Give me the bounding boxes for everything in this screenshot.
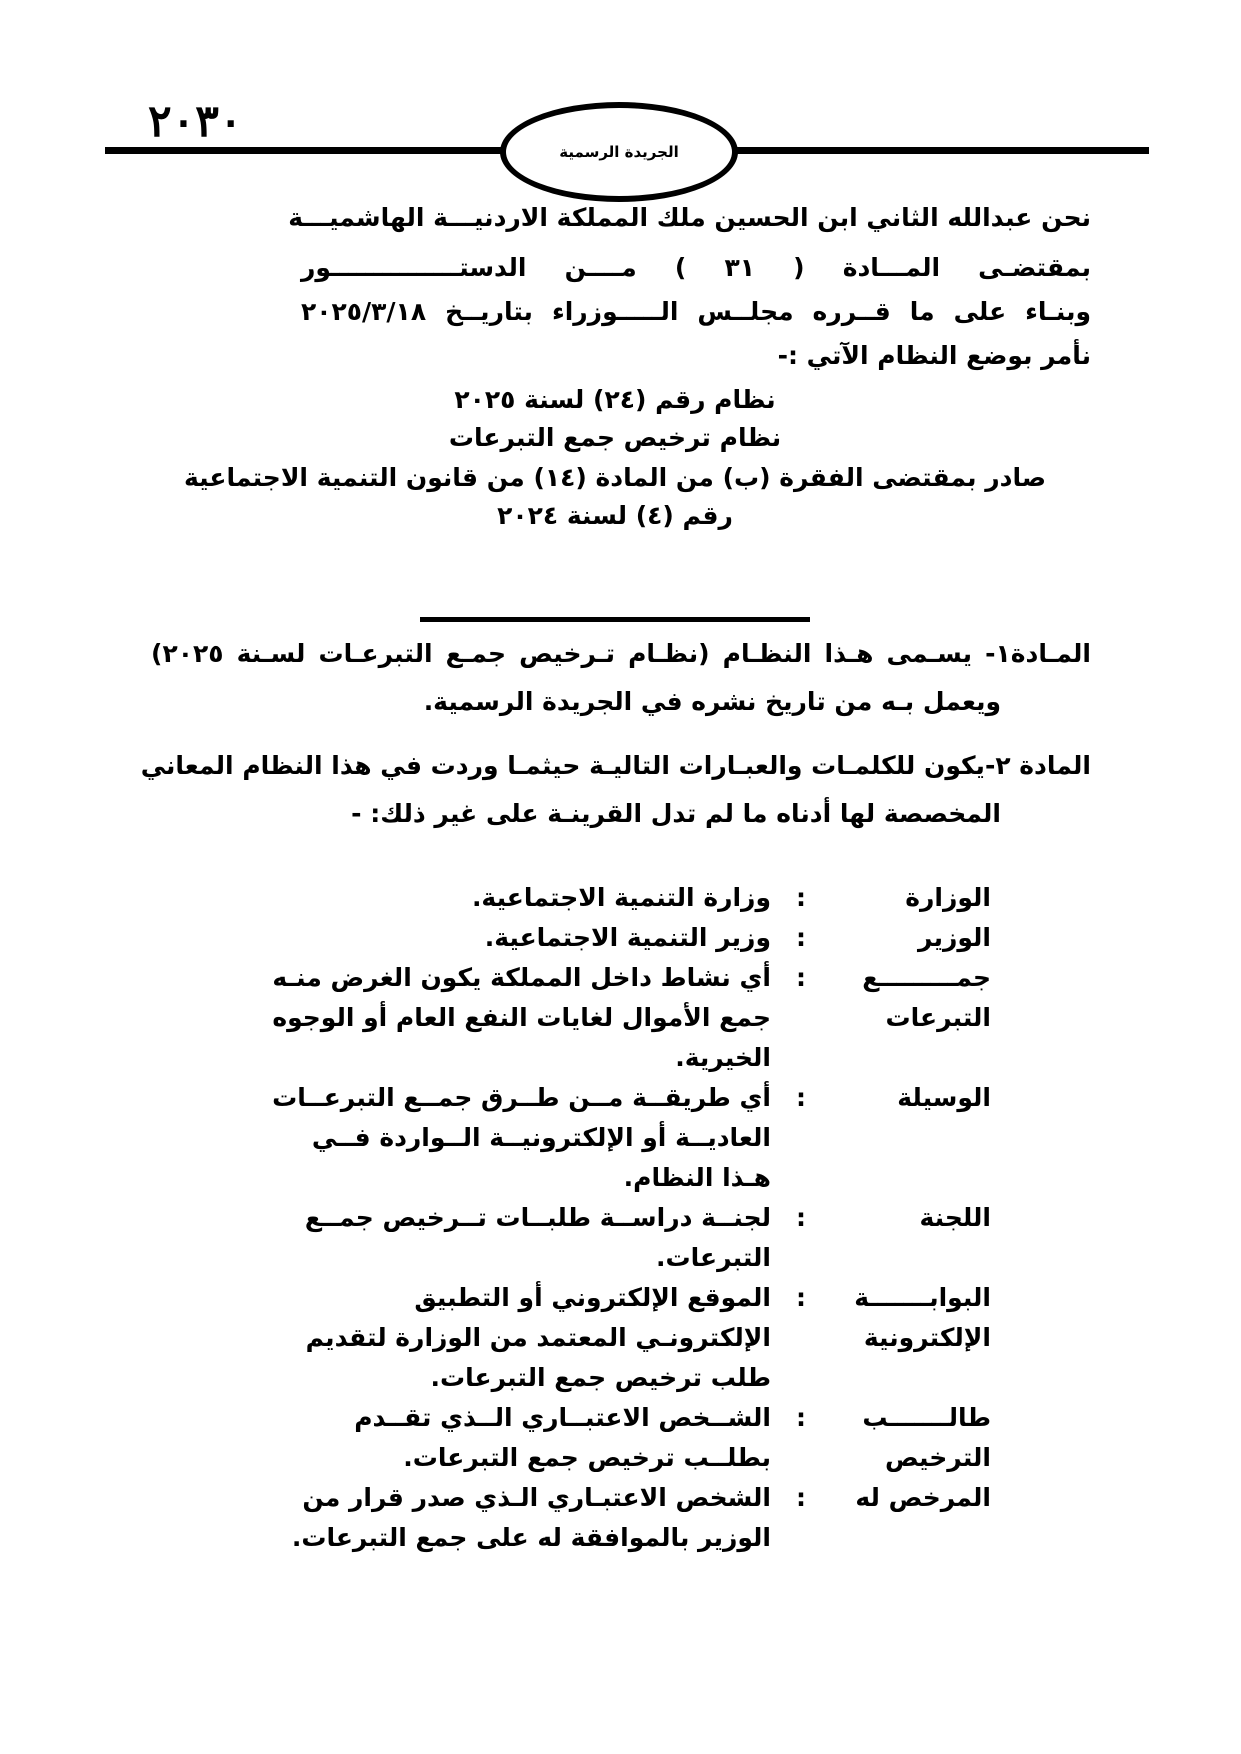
definition-term: جمـــــــــع التبرعات — [862, 963, 991, 1032]
definition-row — [271, 1198, 991, 1278]
definition-row — [271, 918, 991, 958]
article-1-line: المـادة١- يسـمى هـذا النظـام (نظـام تـرخيص جمـع التبرعـات لسـنة ٢٠٢٥) — [151, 639, 1091, 668]
definition-text: أي طريقــة مــن طــرق جمــع التبرعــات العاديــة أو الإلكترونيــة الــواردة فــي هـذا النظام. — [272, 1083, 771, 1192]
article-1 — [151, 630, 1091, 726]
definition-separator: : — [796, 1083, 806, 1112]
article-2-line: المخصصة لها أدناه ما لم تدل القرينـة على غير ذلك: - — [351, 799, 1001, 828]
preamble-line: بمقتضـى المـــادة ( ٣١ ) مــــن الدستـــــــــــــــور — [301, 253, 1091, 282]
preamble-line: نحن عبدالله الثاني ابن الحسين ملك المملكة الاردنيـــة الهاشميـــة — [288, 203, 1091, 232]
definition-row — [271, 958, 991, 1078]
article-1-line: ويعمل بـه من تاريخ نشره في الجريدة الرسمية. — [423, 687, 1001, 716]
definition-separator: : — [796, 1483, 806, 1512]
definition-separator: : — [796, 963, 806, 992]
definition-text: الموقع الإلكتروني أو التطبيق الإلكترونـي المعتمد من الوزارة لتقديم طلب ترخيص جمع التبرعات. — [305, 1283, 771, 1392]
publication-name: الجريدة الرسمية — [559, 143, 679, 161]
definition-separator: : — [796, 1283, 806, 1312]
definition-separator: : — [796, 923, 806, 952]
definition-term: الوزير — [918, 923, 991, 952]
definition-text: الشخص الاعتبـاري الـذي صدر قرار من الوزير بالموافقة له على جمع التبرعات. — [291, 1483, 771, 1552]
regulation-law-reference: رقم (٤) لسنة ٢٠٢٤ — [497, 501, 733, 530]
definition-row — [271, 1278, 991, 1398]
regulation-number: نظام رقم (٢٤) لسنة ٢٠٢٥ — [454, 385, 776, 414]
definition-text: وزير التنمية الاجتماعية. — [484, 923, 771, 952]
definition-separator: : — [796, 1403, 806, 1432]
definition-text: أي نشاط داخل المملكة يكون الغرض منـه جمع الأموال لغايات النفع العام أو الوجوه الخيرية. — [272, 963, 771, 1072]
definition-term: الوسيلة — [897, 1083, 991, 1112]
definition-row — [271, 1478, 991, 1558]
publication-seal — [500, 102, 738, 202]
definition-text: لجنــة دراســة طلبــات تــرخيص جمــع التبرعات. — [304, 1203, 771, 1272]
article-2-line: المادة ٢-يكون للكلمـات والعبـارات التاليـة حيثمـا وردت في هذا النظام المعاني — [140, 751, 1091, 780]
definition-row — [271, 1398, 991, 1478]
definition-term: اللجنة — [919, 1203, 991, 1232]
regulation-title: نظام ترخيص جمع التبرعات — [448, 423, 782, 452]
article-2 — [140, 742, 1091, 838]
definition-row — [271, 878, 991, 918]
definition-text: وزارة التنمية الاجتماعية. — [471, 883, 771, 912]
definition-separator: : — [796, 883, 806, 912]
definition-term: الوزارة — [905, 883, 991, 912]
definition-term: المرخص له — [855, 1483, 991, 1512]
preamble-line: نأمر بوضع النظام الآتي :- — [777, 341, 1091, 370]
definition-term: البوابـــــــة الإلكترونية — [854, 1283, 991, 1352]
definition-text: الشــخص الاعتبــاري الــذي تقــدم بطلــب ترخيص جمع التبرعات. — [354, 1403, 771, 1472]
definitions-list — [271, 878, 991, 1558]
definition-separator: : — [796, 1203, 806, 1232]
definition-row — [271, 1078, 991, 1198]
preamble-line: وبنـاء على ما قــرره مجلــس الـــــوزراء بتاريــخ ٢٠٢٥/٣/١٨ — [301, 297, 1091, 326]
definition-term: طالـــــــب الترخيص — [862, 1403, 991, 1472]
title-divider — [420, 617, 810, 622]
page-number: ٢٠٣٠ — [148, 96, 243, 147]
regulation-authority: صادر بمقتضى الفقرة (ب) من المادة (١٤) من قانون التنمية الاجتماعية — [184, 463, 1046, 492]
